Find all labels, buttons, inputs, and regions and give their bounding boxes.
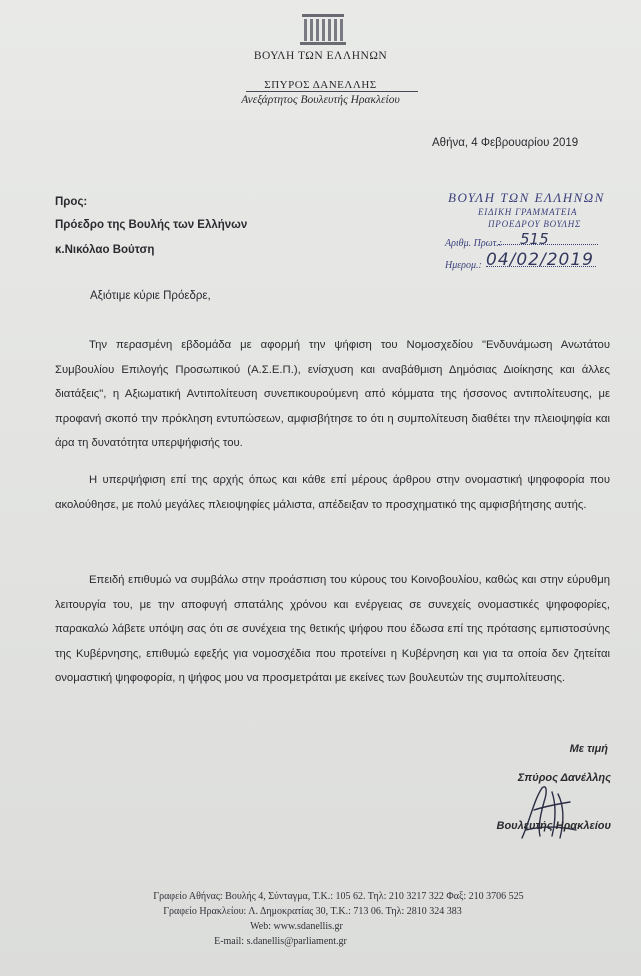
stamp-date-value: 04/02/2019 (486, 250, 594, 270)
signatory-name: Σπύρος Δανέλλης (517, 772, 611, 784)
handwritten-signature-icon (512, 780, 582, 844)
body-paragraph-1: Την περασμένη εβδομάδα με αφορμή την ψήφιση του Νομοσχεδίου "Ενδυνάμωση Ανωτάτου Συμβουλίου Επιλογής Προσωπικού (Α.Σ.Ε.Π.), ενίσχυση και αναβάθμιση Δημόσιας Διοίκησης και άλλες διατάξεις", η Αξιωματική Αντιπολίτευση συνεπικουρούμενη από κόμματα της ήσσονος αντιπολίτευσης, με προφανή σκοπό την πρόκληση εντυπώσεων, αμφισβήτησε το ότι η συμπολίτευση διαθέτει την πλειοψηφία και άρα τη δυνατότητα υπερψήφισής του. (55, 339, 610, 449)
salutation: Αξιότιμε κύριε Πρόεδρε, (90, 290, 211, 302)
parliament-emblem-icon (298, 12, 348, 46)
footer-athens-office: Γραφείο Αθήνας: Βουλής 4, Σύνταγμα, Τ.Κ.: 105 62. Τηλ: 210 3217 322 Φαξ: 210 3706 525 (153, 891, 524, 902)
stamp-protocol-label: Αριθμ. Πρωτ.: (445, 238, 503, 249)
signatory-title: Βουλευτής Ηρακλείου (496, 820, 611, 832)
recipient-line-2: κ.Νικόλαο Βούτση (55, 244, 155, 256)
stamp-title: ΒΟΥΛΗ ΤΩΝ ΕΛΛΗΝΩΝ (448, 190, 605, 205)
footer-email: E-mail: s.danellis@parliament.gr (214, 936, 347, 947)
mp-title: Ανεξάρτητος Βουλευτής Ηρακλείου (241, 94, 400, 106)
body-paragraph-2: Η υπερψήφιση επί της αρχής όπως και κάθε επί μέρους άρθρου στην ονομαστική ψηφοφορία που ακολούθησε, με πολύ μεγάλες πλειοψηφίες μάλιστα, απέδειξαν το προσχηματικό της αμφισβήτησης αυτής. (55, 474, 610, 511)
recipient-label: Προς: (55, 196, 88, 208)
closing-greeting: Με τιμή (569, 743, 608, 755)
mp-name: ΣΠΥΡΟΣ ΔΑΝΕΛΛΗΣ (264, 79, 377, 91)
stamp-date-label: Ημερομ.: (445, 260, 482, 271)
stamp-line-1: ΕΙΔΙΚΗ ΓΡΑΜΜΑΤΕΙΑ (478, 207, 578, 217)
stamp-line-2: ΠΡΟΕΔΡΟΥ ΒΟΥΛΗΣ (488, 219, 582, 229)
organization-name: ΒΟΥΛΗ ΤΩΝ ΕΛΛΗΝΩΝ (253, 50, 388, 62)
body-paragraph-3: Επειδή επιθυμώ να συμβάλω στην προάσπιση του κύρους του Κοινοβουλίου, καθώς και στην εύρυθμη λειτουργία του, με την αποφυγή σπατάλης χρόνου και ενέργειας σε συνεχείς ονομαστικές ψηφοφορίες, παρακαλώ λάβετε υπόψη σας ότι σε συνέχεια της θετικής ψήφου που έδωσα επί της πρότασης εμπιστοσύνης της Κυβέρνησης, επιθυμώ εφεξής για νομοσχέδια που προτείνει η Κυβέρνηση και για τα οποία δεν ζητείται ονομαστική ψηφοφορία, η ψήφος μου να προσμετράται με εκείνες των βουλευτών της συμπολίτευσης. (55, 574, 610, 684)
letter-date: Αθήνα, 4 Φεβρουαρίου 2019 (432, 137, 579, 149)
recipient-line-1: Πρόεδρο της Βουλής των Ελλήνων (55, 219, 248, 231)
footer-heraklion-office: Γραφείο Ηρακλείου: Λ. Δημοκρατίας 30, Τ.Κ.: 713 06. Τηλ: 2810 324 383 (163, 906, 462, 917)
footer-website: Web: www.sdanellis.gr (250, 921, 343, 932)
header-divider (246, 91, 418, 92)
stamp-protocol-value: 515 (520, 230, 549, 248)
